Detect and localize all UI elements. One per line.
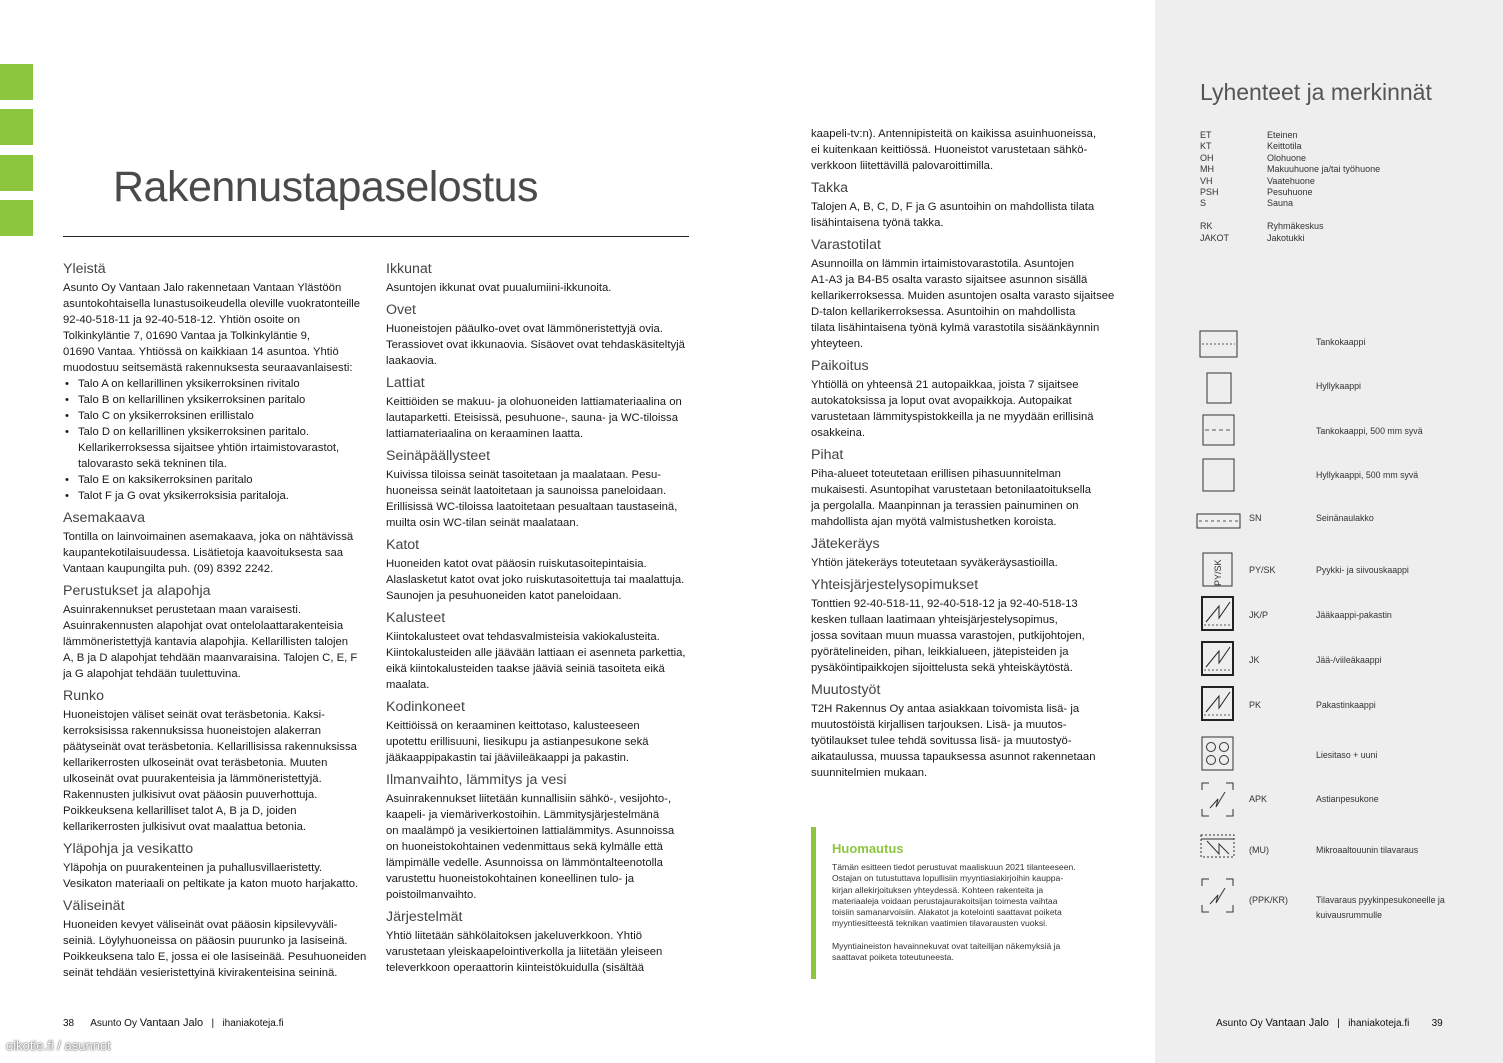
legend-title: Lyhenteet ja merkinnät [1200,79,1432,105]
symbol-desc: Liesitaso + uuni [1316,750,1378,760]
section-heading: Muutostyöt [811,682,881,698]
rod-closet-icon [1197,328,1241,360]
abbr-code: OH [1200,152,1214,163]
section-heading: Runko [63,688,105,704]
symbol-desc: Tankokaappi [1316,337,1366,347]
symbol-desc: Jää-/viileäkaappi [1316,655,1382,665]
symbol-desc: Hyllykaappi, 500 mm syvä [1316,470,1419,480]
section-heading: Yhteisjärjestelysopimukset [811,577,979,593]
abbr-desc: Eteinen [1267,130,1298,140]
symbol-desc: Pyykki- ja siivouskaappi [1316,565,1409,575]
right-column [811,126,1131,781]
abbr-desc: Sauna [1267,198,1294,209]
page-title: Rakennustapaselostus [113,163,539,211]
section-heading: Jätekeräys [811,536,880,552]
section-text: Kiintokalusteet ovat tehdasvalmisteisia vakiokalusteita. Kiintokalusteiden alle jäävään lattiaan ei asenneta parkettia, eikä kiintokalusteiden taakse jääviä seiniä tasoiteta eikä maalata. [386,631,686,691]
abbr-code: JAKOT [1200,232,1230,243]
symbol-code: SN [1249,513,1262,523]
green-tab-4 [0,200,33,236]
section-text: kaapeli-tv:n). Antennipisteitä on kaikissa asuinhuoneissa, ei kuitenkaan keittiössä. Huoneistot varustetaan sähkö- verkkoon liitettävillä palovaroittimilla. [811,128,1097,172]
symbol-desc: Jääkaappi-pakastin [1316,610,1392,620]
symbol-code: (PPK/KR) [1249,895,1289,905]
abbr-code: RK [1200,221,1213,232]
section-heading: Väliseinät [63,898,125,914]
dishwasher-icon [1197,780,1241,820]
list-item: • Talo E on kaksikerroksinen paritalo [63,472,373,488]
section-heading: Ilmanvaihto, lämmitys ja vesi [386,772,567,788]
section-heading: Asemakaava [63,510,146,526]
green-tab-3 [0,155,33,191]
section-text: Asunnoilla on lämmin irtaimistovarastotila. Asuntojen A1-A3 ja B4-B5 osalta varasto sijaitsee asunnon sisällä kellarikerroksessa. Muiden asuntojen osalta varasto sijaitsee D-talon kellarikerroksessa. Asuntoihin on mahdollista tilata lisähintaisena työnä kylmä varastotila sisäänkäynnin yhteyteen. [811,258,1115,350]
section-heading: Varastotilat [811,237,881,253]
symbol-desc: Seinänaulakko [1316,513,1374,523]
list-item: • Talo A on kellarillinen yksikerroksinen rivitalo [63,376,373,392]
symbol-code: PK [1249,700,1262,710]
list-item: • Talot F ja G ovat yksikerroksisia paritaloja. [63,488,373,504]
note-title: Huomautus [832,841,904,856]
abbr-desc: Ryhmäkeskus [1267,221,1324,232]
list-item: • Talo B on kellarillinen yksikerroksinen paritalo [63,392,373,408]
section-text: Keittiöissä on keraaminen keittotaso, kalusteeseen upotettu erillisuuni, liesikupu ja astianpesukone sekä jääkaappipakastin tai jääviileäkaappi ja pakastin. [386,720,649,764]
abbr-desc: Keittotila [1267,141,1302,152]
symbol-desc: Mikroaaltouunin tilavaraus [1316,845,1419,855]
section-heading: Yleistä [63,261,106,277]
section-text: Talojen A, B, C, D, F ja G asuntoihin on mahdollista tilata lisähintaisena työnä takka. [811,201,1095,229]
laundry-cabinet-icon [1197,550,1241,590]
section-heading: Kodinkoneet [386,699,465,715]
abbr-desc: Pesuhuone [1267,186,1313,197]
footer-company-prefix: Asunto Oy [90,1018,137,1029]
symbol-desc: Astianpesukone [1316,794,1379,804]
building-list [63,376,373,504]
section-heading: Pihat [811,447,844,463]
footer-separator: | [1337,1018,1340,1029]
section-text: Tonttien 92-40-518-11, 92-40-518-12 ja 92-40-518-13 kesken tullaan laatimaan yhteisjärjestelysopimus, jossa sovitaan muun muassa varastojen, putkijohtojen, pyörätelineiden, pihan, leikkialueen, jätepisteiden ja pysäköintipaikkojen sijoittelusta sekä yhteiskäytöstä. [811,598,1085,674]
section-text: Yhtiö liitetään sähkölaitoksen jakeluverkkoon. Yhtiö varustetaan yleiskaapelointiverkolla ja liitetään yleiseen televerkkoon operaattorin kiinteistökuidulla (sisältää [386,930,663,974]
abbr-desc: Makuuhuone ja/tai työhuone [1267,164,1381,175]
section-text: Huoneiden katot ovat pääosin ruiskutasoitepintaisia. Alaslasketut katot ovat joko ruiskutasoitettuja tai maalattuja. Saunojen ja pesuhuoneiden katot paneloidaan. [386,558,685,602]
section-text: Yhtiön jätekeräys toteutetaan syväkeräysastioilla. [811,557,1058,569]
section-text: Huoneiden kevyet väliseinät ovat pääosin kipsilevyväli- seiniä. Löylyhuoneissa on pääosin puurunko ja lasiseinä. Poikkeuksena talo E, jossa ei ole lasiseinää. Pesuhuoneiden seinät tehdään vesieristettyinä kivirakenteisina seininä. [63,919,367,979]
rod-closet-500-icon [1197,412,1241,448]
symbol-desc: Tilavaraus pyykinpesukoneelle ja kuivausrummulle [1316,895,1445,920]
fridge-freezer-icon [1197,594,1241,634]
list-item: • Talo D on kellarillinen yksikerroksinen paritalo. Kellarikerroksessa sijaitsee yhtiön irtaimistovarastot, talovarasto sekä tekninen tila. [63,424,373,472]
section-heading: Yläpohja ja vesikatto [63,841,194,857]
green-tab-2 [0,109,33,145]
abbr-desc: Jakotukki [1267,232,1305,243]
microwave-icon [1197,832,1241,864]
green-tab-1 [0,64,33,100]
section-text: Yhtiöllä on yhteensä 21 autopaikkaa, joista 7 sijaitsee autokatoksissa ja loput ovat avopaikkoja. Autopaikat varustetaan lämmityspistokkeilla ja ne myydään erillisinä osakkeina. [811,379,1094,439]
footer-separator: | [211,1018,215,1029]
abbreviation-descriptions [1267,130,1467,244]
footer-url: ihaniakoteja.fi [1348,1018,1410,1029]
watermark: oikotie.fi / asunnot [6,1038,111,1053]
abbr-desc: Olohuone [1267,152,1307,163]
shelf-closet-icon [1197,370,1241,406]
section-heading: Takka [811,180,849,196]
abbr-code: PSH [1200,186,1219,197]
shelf-closet-500-icon [1197,456,1241,494]
page-number: 39 [1431,1018,1443,1029]
footer-company-prefix: Asunto Oy [1216,1018,1263,1029]
section-text: Piha-alueet toteutetaan erillisen pihasuunnitelman mukaisesti. Asuntopihat varustetaan betonilaatoituksella ja pergolalla. Maanpinnan ja terassien painuminen on mahdollista ajan myötä valmistushetken koroista. [811,468,1092,528]
title-divider [63,236,689,237]
note-text: Tämän esitteen tiedot perustuvat maaliskuun 2021 tilanteeseen. Ostajan on tutustuttava lopullisiin myyntiasiakirjoihin kauppa- kirjan allekirjoituksen yhteydessä. Kohteen rakenteita ja materiaaleja voidaan perustajaurakoitsijan toimesta vaihtaa toisiin samanarvoisiin. Alakatot ja kotelointi saattavat poiketa myyntiesitteestä teknikan vaatimien tilavarausten vuoksi. [832,862,1076,929]
section-heading: Järjestelmät [386,909,463,925]
laundry-cabinet-label: PY/SK [1213,559,1223,586]
section-heading: Lattiat [386,375,425,391]
abbr-code: MH [1200,164,1214,175]
abbr-code: ET [1200,130,1212,140]
left-column [63,261,373,981]
symbol-desc: Hyllykaappi [1316,381,1361,391]
section-heading: Kalusteet [386,610,446,626]
note-text: Myyntiaineiston havainnekuvat ovat taiteilijan näkemyksiä ja saattavat poiketa toteutuneesta. [832,940,1061,963]
footer-company-name: Vantaan Jalo [139,1017,204,1029]
abbr-code: KT [1200,141,1212,152]
section-text: Asunto Oy Vantaan Jalo rakennetaan Vantaan Ylästöön asuntokohtaisella lunastusoikeudella oleville vuokratonteille 92-40-518-11 ja 92-40-518-12. Yhtiön osoite on Tolkinkyläntie 7, 01690 Vantaa ja Tolkinkyläntie 9, 01690 Vantaa. Yhtiössä on kaikkiaan 14 asuntoa. Yhtiö muodostuu seitsemästä rakennuksesta seuraavanlaisesti: [63,282,361,374]
washer-dryer-icon [1197,876,1241,916]
symbol-code: (MU) [1249,845,1269,855]
symbol-desc: Tankokaappi, 500 mm syvä [1316,426,1423,436]
section-text: Yläpohja on puurakenteinen ja puhallusvillaeristetty. Vesikaton materiaali on peltikate ja katon muoto harjakatto. [63,862,359,890]
footer-company-name: Vantaan Jalo [1265,1017,1329,1029]
section-text: Keittiöiden se makuu- ja olohuoneiden lattiamateriaalina on lautaparketti. Eteisissä, pesuhuone-, sauna- ja WC-tiloissa lattiamateriaalina on keraaminen laatta. [386,396,682,440]
wall-hanger-icon [1194,508,1244,534]
abbr-desc: Vaatehuone [1267,175,1315,186]
section-text: Huoneistojen pääulko-ovet ovat lämmöneristettyjä ovia. Terassiovet ovat ikkunaovia. Sisäovet ovat tehdaskäsiteltyjä laakaovia. [386,323,685,367]
section-text: Asuntojen ikkunat ovat puualumiini-ikkunoita. [386,282,612,294]
section-heading: Ikkunat [386,261,432,277]
section-heading: Paikoitus [811,358,869,374]
symbol-code: APK [1249,794,1268,804]
section-text: Kuivissa tiloissa seinät tasoitetaan ja maalataan. Pesu- huoneissa seinät laatoitetaan ja saunoissa paneloidaan. Erillisissä WC-tiloissa laatoitetaan pesualtaan taustaseinä, muilta osin WC-tilan seinät maalataan. [386,469,678,529]
abbr-code: S [1200,198,1207,209]
freezer-icon [1197,684,1241,724]
symbol-code: PY/SK [1249,565,1276,575]
list-item: • Talo C on yksikerroksinen erillistalo [63,408,373,424]
section-text: Asuinrakennukset perustetaan maan varaisesti. Asuinrakennusten alapohjat ovat ontelolaattarakenteisia lämmöneristettyjä kantavia alapohjia. Kellarillisten talojen A, B ja D alapohjat tehdään maanvaraisina. Talojen C, E, F ja G alapohjat tehdään tuulettuvina. [63,604,358,680]
symbol-code: JK [1249,655,1260,665]
note-box [811,827,1116,979]
footer-left [63,1017,284,1029]
fridge-icon [1197,639,1241,679]
section-text: Asuinrakennukset liitetään kunnallisiin sähkö-, vesijohto-, kaapeli- ja viemäriverkostoihin. Lämmitysjärjestelmänä on maalämpö ja vesikiertoinen lattialämmitys. Asunnoissa on huoneistokohtainen vedenmittaus sekä kylmälle että lämpimälle vedelle. Asunnoissa on lämmöntalteenotolla varustettu huoneistokohtainen koneellinen tulo- ja poistoilmanvaihto. [386,793,675,901]
section-heading: Perustukset ja alapohja [63,583,211,599]
middle-column [386,261,702,976]
footer-right [1216,1017,1443,1029]
section-text: Tontilla on lainvoimainen asemakaava, joka on nähtävissä kaupantekotilaisuudessa. Lisätietoja kaavoituksesta saa Vantaan kaupungilta puh. (09) 8392 2242. [63,531,354,575]
section-heading: Ovet [386,302,416,318]
abbr-code: VH [1200,175,1213,186]
page-number: 38 [63,1018,75,1029]
symbol-desc: Pakastinkaappi [1316,700,1376,710]
section-heading: Katot [386,537,420,553]
stove-icon [1197,734,1241,774]
abbreviation-codes [1200,130,1260,244]
section-text: Huoneistojen väliset seinät ovat teräsbetonia. Kaksi- kerroksisissa rakennuksissa huoneistojen alakerran päätyseinät ovat teräsbetonia. Kellarillisissa rakennuksissa kellarikerrosten ulkoseinät ovat teräsbetonia. Muuten ulkoseinät ovat puurakenteisia ja lämmöneristettyjä. Rakennusten julkisivut ovat pääosin puuverhottuja. Poikkeuksena kellarilliset talot A, B ja D, joiden kellarikerrosten julkisivut ovat maalattua betonia. [63,709,357,833]
symbol-code: JK/P [1249,610,1269,620]
footer-url: ihaniakoteja.fi [222,1018,284,1029]
section-heading: Seinäpäällysteet [386,448,491,464]
section-text: T2H Rakennus Oy antaa asiakkaan toivomista lisä- ja muutostöistä kirjallisen tarjouksen. Lisä- ja muutos- työtilaukset tulee tehdä sovitussa lisä- ja muutostyö- aikataulussa, muussa tapauksessa asunnot rakennetaan suunnitelmien mukaan. [811,703,1096,779]
